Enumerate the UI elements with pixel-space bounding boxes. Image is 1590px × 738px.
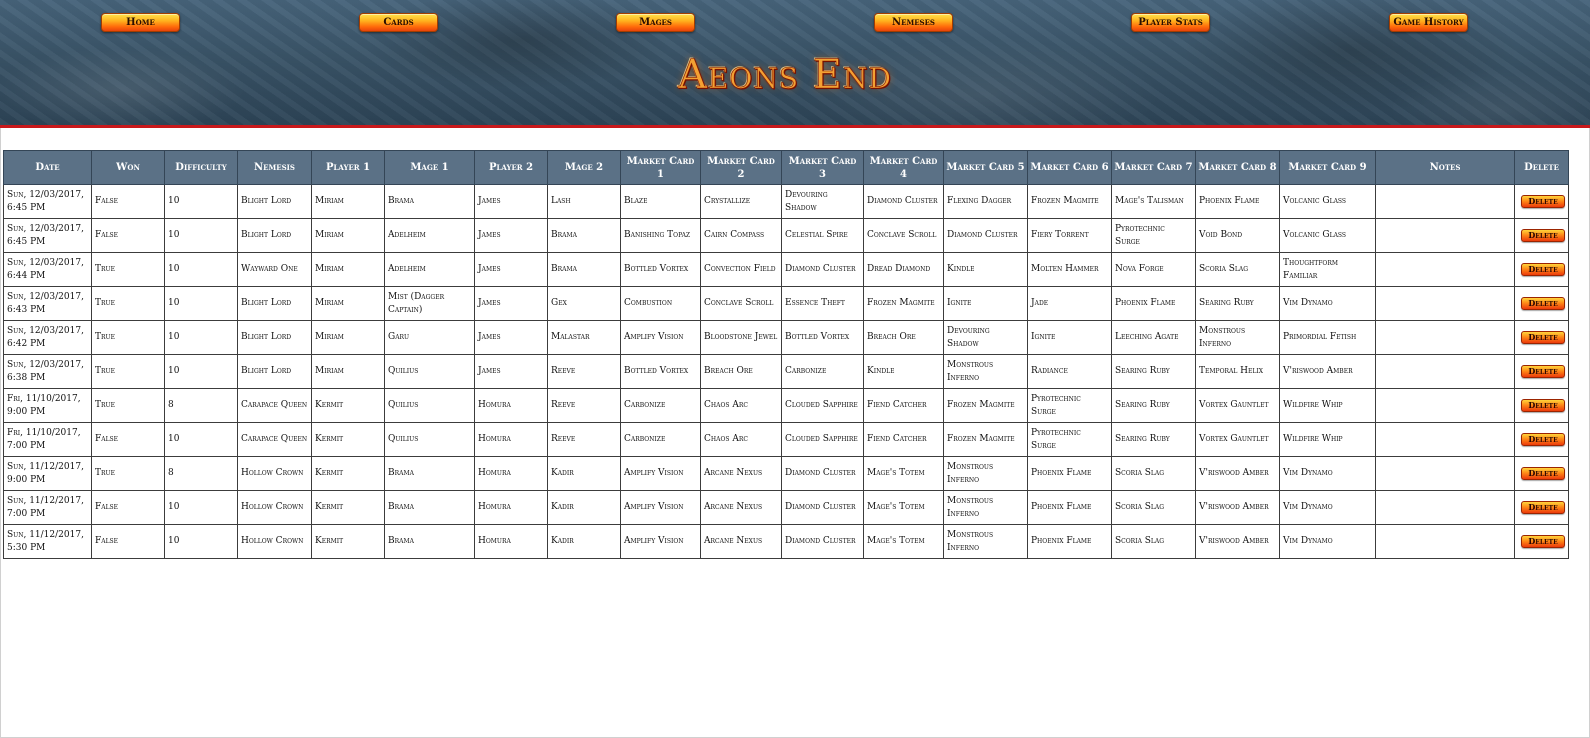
market-card-6-cell: Fiery Torrent [1028,219,1112,253]
nemesis-cell: Blight Lord [238,185,312,219]
mage1-cell: Garu [385,321,475,355]
market-card-6-cell: Phoenix Flame [1028,525,1112,559]
nemesis-cell: Carapace Queen [238,423,312,457]
market-card-1-cell: Combustion [621,287,701,321]
market-card-4-cell: Fiend Catcher [864,389,944,423]
mage2-cell: Kadir [548,525,621,559]
player2-cell: James [475,185,548,219]
market-card-8-cell: Phoenix Flame [1196,185,1280,219]
player2-cell: Homura [475,457,548,491]
market-card-1-cell: Blaze [621,185,701,219]
mage1-cell: Adelheim [385,253,475,287]
market-card-9-cell: V'riswood Amber [1280,355,1376,389]
table-body [4,185,1569,559]
delete-button[interactable]: Delete [1521,501,1565,514]
player1-cell: Kermit [312,457,385,491]
notes-cell [1376,253,1515,287]
market-card-8-cell: V'riswood Amber [1196,525,1280,559]
market-card-9-cell: Thoughtform Familiar [1280,253,1376,287]
delete-button[interactable]: Delete [1521,229,1565,242]
mage2-cell: Brama [548,253,621,287]
difficulty-cell: 10 [165,321,238,355]
market-card-9-cell: Vim Dynamo [1280,491,1376,525]
column-header-market-card-5: Market Card 5 [944,151,1028,185]
market-card-7-cell: Searing Ruby [1112,423,1196,457]
table-row [4,423,1569,457]
market-card-3-cell: Clouded Sapphire [782,389,864,423]
notes-cell [1376,219,1515,253]
market-card-2-cell: Arcane Nexus [701,457,782,491]
market-card-1-cell: Amplify Vision [621,491,701,525]
market-card-2-cell: Chaos Arc [701,389,782,423]
column-header-delete: Delete [1515,151,1569,185]
market-card-7-cell: Phoenix Flame [1112,287,1196,321]
market-card-2-cell: Arcane Nexus [701,525,782,559]
column-header-player-2: Player 2 [475,151,548,185]
won-cell: False [92,185,165,219]
player1-cell: Kermit [312,525,385,559]
player2-cell: James [475,287,548,321]
mage1-cell: Brama [385,491,475,525]
market-card-5-cell: Ignite [944,287,1028,321]
difficulty-cell: 10 [165,355,238,389]
market-card-1-cell: Amplify Vision [621,321,701,355]
delete-button[interactable]: Delete [1521,195,1565,208]
delete-cell [1515,253,1569,287]
table-row [4,355,1569,389]
market-card-7-cell: Scoria Slag [1112,525,1196,559]
site-header [0,0,1590,128]
market-card-1-cell: Bottled Vortex [621,253,701,287]
nav-nemeses-button[interactable]: Nemeses [874,13,953,32]
market-card-5-cell: Kindle [944,253,1028,287]
market-card-4-cell: Breach Ore [864,321,944,355]
market-card-3-cell: Clouded Sapphire [782,423,864,457]
date-cell: Sun, 11/12/2017, 7:00 PM [4,491,92,525]
delete-button[interactable]: Delete [1521,535,1565,548]
market-card-3-cell: Essence Theft [782,287,864,321]
market-card-2-cell: Convection Field [701,253,782,287]
market-card-4-cell: Mage's Totem [864,491,944,525]
column-header-difficulty: Difficulty [165,151,238,185]
column-header-market-card-4: Market Card 4 [864,151,944,185]
market-card-6-cell: Molten Hammer [1028,253,1112,287]
mage1-cell: Quilius [385,423,475,457]
market-card-7-cell: Pyrotechnic Surge [1112,219,1196,253]
market-card-4-cell: Fiend Catcher [864,423,944,457]
notes-cell [1376,423,1515,457]
date-cell: Sun, 12/03/2017, 6:44 PM [4,253,92,287]
player2-cell: James [475,355,548,389]
delete-button[interactable]: Delete [1521,399,1565,412]
delete-button[interactable]: Delete [1521,365,1565,378]
notes-cell [1376,457,1515,491]
market-card-3-cell: Celestial Spire [782,219,864,253]
delete-cell [1515,525,1569,559]
won-cell: True [92,457,165,491]
market-card-4-cell: Mage's Totem [864,457,944,491]
player1-cell: Kermit [312,423,385,457]
player2-cell: Homura [475,423,548,457]
column-header-won: Won [92,151,165,185]
market-card-3-cell: Diamond Cluster [782,457,864,491]
market-card-7-cell: Leeching Agate [1112,321,1196,355]
table-row [4,185,1569,219]
nav-home-button[interactable]: Home [101,13,180,32]
market-card-2-cell: Chaos Arc [701,423,782,457]
market-card-5-cell: Frozen Magmite [944,423,1028,457]
market-card-9-cell: Volcanic Glass [1280,219,1376,253]
mage2-cell: Reeve [548,423,621,457]
player1-cell: Miriam [312,219,385,253]
player2-cell: Homura [475,389,548,423]
nemesis-cell: Blight Lord [238,321,312,355]
market-card-8-cell: Temporal Helix [1196,355,1280,389]
market-card-8-cell: Searing Ruby [1196,287,1280,321]
difficulty-cell: 8 [165,389,238,423]
player1-cell: Miriam [312,287,385,321]
date-cell: Sun, 12/03/2017, 6:42 PM [4,321,92,355]
date-cell: Sun, 12/03/2017, 6:43 PM [4,287,92,321]
player2-cell: Homura [475,525,548,559]
player1-cell: Kermit [312,389,385,423]
date-cell: Fri, 11/10/2017, 7:00 PM [4,423,92,457]
market-card-4-cell: Mage's Totem [864,525,944,559]
column-header-market-card-2: Market Card 2 [701,151,782,185]
market-card-2-cell: Bloodstone Jewel [701,321,782,355]
table-row [4,253,1569,287]
date-cell: Sun, 12/03/2017, 6:38 PM [4,355,92,389]
delete-cell [1515,423,1569,457]
market-card-9-cell: Vim Dynamo [1280,287,1376,321]
column-header-date: Date [4,151,92,185]
market-card-4-cell: Dread Diamond [864,253,944,287]
nav-player-stats-button[interactable]: Player Stats [1131,13,1210,32]
won-cell: False [92,491,165,525]
market-card-8-cell: Monstrous Inferno [1196,321,1280,355]
delete-button[interactable]: Delete [1521,467,1565,480]
won-cell: False [92,423,165,457]
difficulty-cell: 10 [165,491,238,525]
mage1-cell: Brama [385,457,475,491]
difficulty-cell: 10 [165,219,238,253]
market-card-2-cell: Breach Ore [701,355,782,389]
notes-cell [1376,321,1515,355]
market-card-8-cell: Scoria Slag [1196,253,1280,287]
column-header-market-card-7: Market Card 7 [1112,151,1196,185]
table-row [4,287,1569,321]
player1-cell: Miriam [312,185,385,219]
market-card-5-cell: Monstrous Inferno [944,491,1028,525]
market-card-9-cell: Volcanic Glass [1280,185,1376,219]
market-card-7-cell: Scoria Slag [1112,491,1196,525]
market-card-1-cell: Bottled Vortex [621,355,701,389]
nav-mages-button[interactable]: Mages [616,13,695,32]
delete-button[interactable]: Delete [1521,331,1565,344]
difficulty-cell: 8 [165,457,238,491]
market-card-3-cell: Diamond Cluster [782,491,864,525]
market-card-1-cell: Amplify Vision [621,525,701,559]
table-header-row [4,151,1569,185]
nemesis-cell: Hollow Crown [238,457,312,491]
delete-cell [1515,457,1569,491]
market-card-2-cell: Cairn Compass [701,219,782,253]
mage2-cell: Lash [548,185,621,219]
market-card-9-cell: Primordial Fetish [1280,321,1376,355]
table-row [4,525,1569,559]
table-row [4,321,1569,355]
difficulty-cell: 10 [165,287,238,321]
market-card-8-cell: Vortex Gauntlet [1196,389,1280,423]
market-card-9-cell: Vim Dynamo [1280,457,1376,491]
delete-cell [1515,491,1569,525]
aeons-end-logo[interactable] [658,50,912,100]
player2-cell: James [475,219,548,253]
column-header-mage-2: Mage 2 [548,151,621,185]
market-card-6-cell: Phoenix Flame [1028,457,1112,491]
market-card-5-cell: Monstrous Inferno [944,525,1028,559]
market-card-6-cell: Pyrotechnic Surge [1028,389,1112,423]
column-header-market-card-9: Market Card 9 [1280,151,1376,185]
delete-button[interactable]: Delete [1521,297,1565,310]
won-cell: False [92,525,165,559]
market-card-6-cell: Frozen Magmite [1028,185,1112,219]
market-card-1-cell: Amplify Vision [621,457,701,491]
market-card-5-cell: Devouring Shadow [944,321,1028,355]
date-cell: Fri, 11/10/2017, 9:00 PM [4,389,92,423]
market-card-5-cell: Monstrous Inferno [944,457,1028,491]
market-card-2-cell: Crystallize [701,185,782,219]
mage1-cell: Mist (Dagger Captain) [385,287,475,321]
difficulty-cell: 10 [165,185,238,219]
mage2-cell: Brama [548,219,621,253]
delete-cell [1515,321,1569,355]
nemesis-cell: Wayward One [238,253,312,287]
player2-cell: Homura [475,491,548,525]
market-card-8-cell: Void Bond [1196,219,1280,253]
mage1-cell: Brama [385,525,475,559]
nemesis-cell: Blight Lord [238,219,312,253]
table-row [4,389,1569,423]
column-header-nemesis: Nemesis [238,151,312,185]
market-card-4-cell: Diamond Cluster [864,185,944,219]
column-header-player-1: Player 1 [312,151,385,185]
nav-cards-button[interactable]: Cards [359,13,438,32]
market-card-1-cell: Banishing Topaz [621,219,701,253]
delete-cell [1515,389,1569,423]
market-card-7-cell: Scoria Slag [1112,457,1196,491]
delete-cell [1515,219,1569,253]
market-card-8-cell: Vortex Gauntlet [1196,423,1280,457]
market-card-1-cell: Carbonize [621,423,701,457]
market-card-5-cell: Frozen Magmite [944,389,1028,423]
market-card-5-cell: Flexing Dagger [944,185,1028,219]
player1-cell: Miriam [312,253,385,287]
market-card-6-cell: Jade [1028,287,1112,321]
won-cell: True [92,389,165,423]
market-card-4-cell: Kindle [864,355,944,389]
market-card-6-cell: Pyrotechnic Surge [1028,423,1112,457]
mage1-cell: Quilius [385,389,475,423]
date-cell: Sun, 11/12/2017, 5:30 PM [4,525,92,559]
notes-cell [1376,287,1515,321]
market-card-3-cell: Diamond Cluster [782,525,864,559]
date-cell: Sun, 12/03/2017, 6:45 PM [4,219,92,253]
column-header-notes: Notes [1376,151,1515,185]
market-card-7-cell: Searing Ruby [1112,389,1196,423]
notes-cell [1376,185,1515,219]
game-history-table [3,150,1569,559]
market-card-8-cell: V'riswood Amber [1196,491,1280,525]
mage1-cell: Quilius [385,355,475,389]
difficulty-cell: 10 [165,253,238,287]
mage2-cell: Reeve [548,355,621,389]
difficulty-cell: 10 [165,525,238,559]
player1-cell: Miriam [312,321,385,355]
market-card-9-cell: Wildfire Whip [1280,423,1376,457]
notes-cell [1376,525,1515,559]
delete-cell [1515,287,1569,321]
nemesis-cell: Blight Lord [238,355,312,389]
won-cell: True [92,355,165,389]
won-cell: False [92,219,165,253]
market-card-3-cell: Carbonize [782,355,864,389]
notes-cell [1376,355,1515,389]
mage2-cell: Malastar [548,321,621,355]
market-card-4-cell: Conclave Scroll [864,219,944,253]
delete-button[interactable]: Delete [1521,433,1565,446]
market-card-3-cell: Diamond Cluster [782,253,864,287]
market-card-2-cell: Conclave Scroll [701,287,782,321]
column-header-market-card-3: Market Card 3 [782,151,864,185]
column-header-mage-1: Mage 1 [385,151,475,185]
nemesis-cell: Hollow Crown [238,525,312,559]
column-header-market-card-6: Market Card 6 [1028,151,1112,185]
nemesis-cell: Carapace Queen [238,389,312,423]
won-cell: True [92,287,165,321]
mage2-cell: Reeve [548,389,621,423]
market-card-9-cell: Wildfire Whip [1280,389,1376,423]
won-cell: True [92,253,165,287]
table-row [4,457,1569,491]
market-card-2-cell: Arcane Nexus [701,491,782,525]
column-header-market-card-1: Market Card 1 [621,151,701,185]
market-card-5-cell: Diamond Cluster [944,219,1028,253]
market-card-3-cell: Devouring Shadow [782,185,864,219]
market-card-7-cell: Nova Forge [1112,253,1196,287]
delete-cell [1515,355,1569,389]
player2-cell: James [475,253,548,287]
player1-cell: Miriam [312,355,385,389]
market-card-7-cell: Searing Ruby [1112,355,1196,389]
date-cell: Sun, 11/12/2017, 9:00 PM [4,457,92,491]
nemesis-cell: Blight Lord [238,287,312,321]
notes-cell [1376,491,1515,525]
mage2-cell: Gex [548,287,621,321]
delete-button[interactable]: Delete [1521,263,1565,276]
mage1-cell: Brama [385,185,475,219]
difficulty-cell: 10 [165,423,238,457]
table-row [4,491,1569,525]
market-card-5-cell: Monstrous Inferno [944,355,1028,389]
market-card-7-cell: Mage's Talisman [1112,185,1196,219]
column-header-market-card-8: Market Card 8 [1196,151,1280,185]
player2-cell: James [475,321,548,355]
delete-cell [1515,185,1569,219]
market-card-9-cell: Vim Dynamo [1280,525,1376,559]
date-cell: Sun, 12/03/2017, 6:45 PM [4,185,92,219]
market-card-3-cell: Bottled Vortex [782,321,864,355]
nav-game-history-button[interactable]: Game History [1389,13,1468,32]
nemesis-cell: Hollow Crown [238,491,312,525]
logo-text: Aeons End [678,52,892,98]
mage1-cell: Adelheim [385,219,475,253]
player1-cell: Kermit [312,491,385,525]
mage2-cell: Kadir [548,491,621,525]
market-card-4-cell: Frozen Magmite [864,287,944,321]
table-row [4,219,1569,253]
notes-cell [1376,389,1515,423]
market-card-6-cell: Radiance [1028,355,1112,389]
mage2-cell: Kadir [548,457,621,491]
market-card-1-cell: Carbonize [621,389,701,423]
market-card-6-cell: Phoenix Flame [1028,491,1112,525]
won-cell: True [92,321,165,355]
market-card-8-cell: V'riswood Amber [1196,457,1280,491]
market-card-6-cell: Ignite [1028,321,1112,355]
